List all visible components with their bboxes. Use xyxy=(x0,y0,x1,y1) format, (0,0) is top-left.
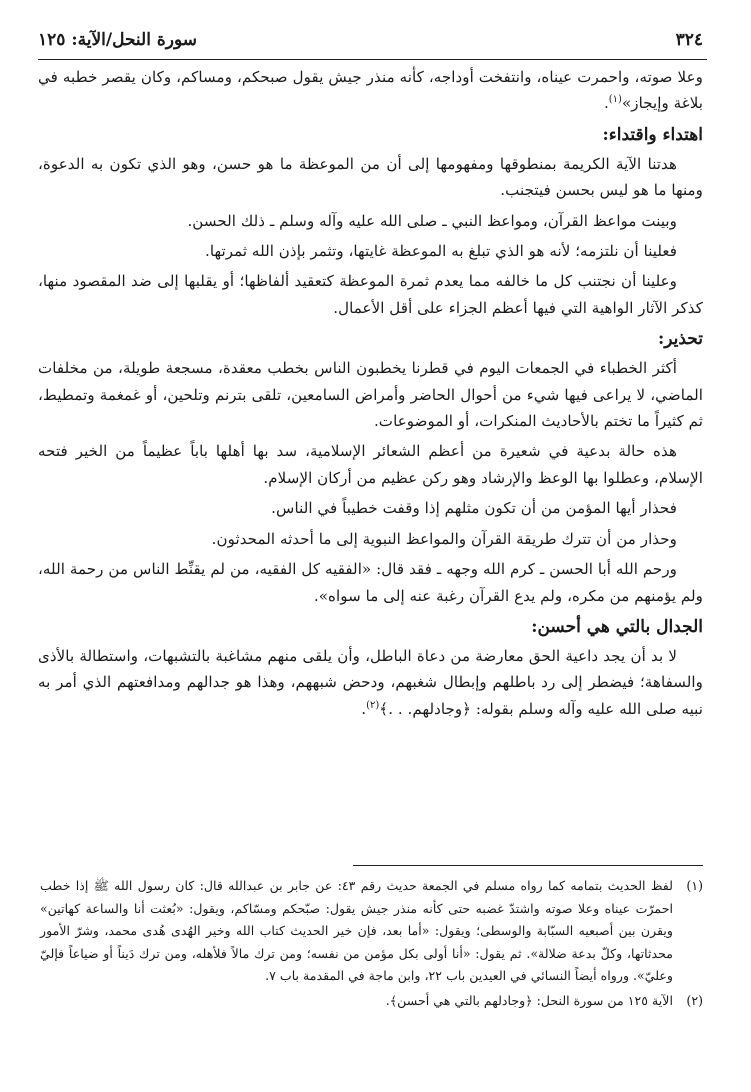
header-rule xyxy=(38,59,707,60)
section-heading-debate: الجدال بالتي هي أحسن: xyxy=(531,616,703,637)
paragraph: وبينت مواعظ القرآن، ومواعظ النبي ـ صلى الله عليه وآله وسلم ـ ذلك الحسن. xyxy=(187,211,677,230)
paragraph: هذه حالة بدعية في شعيرة من أعظم الشعائر الإسلامية، سد بها أهلها باباً عظيماً من الخير فتحه الإسلام، وعطلوا بها الوعظ والإرشاد وهو ركن عظيم من أركان الإسلام. xyxy=(38,442,703,487)
paragraph-text: لا بد أن يجد داعية الحق معارضة من دعاة الباطل، وأن يلقى منهم مشاغبة بالتشبهات، واستطالة بالأذى والسفاهة؛ فيضطر إلى رد باطلهم وإبطال شغبهم، ودحض شبههم، وهذا هو جدالهم ومدافعتهم الذي أمر به نبيه صلى الله عليه وآله وسلم بقوله: ﴿وجادلهم. . .﴾ xyxy=(38,646,703,718)
main-text xyxy=(38,64,703,726)
paragraph-text: وعلا صوته، واحمرت عيناه، وانتفخت أوداجه، كأنه منذر جيش يقول صبحكم، ومساكم، وكان يقصر خطبه في بلاغة وإيجاز» xyxy=(38,68,703,113)
footnote-number: (٢) xyxy=(686,992,703,1008)
paragraph xyxy=(38,64,703,117)
footnote-text: الآية ١٢٥ من سورة النحل: ﴿وجادلهم بالتي هي أحسن﴾. xyxy=(385,992,673,1008)
running-title: سورة النحل/الآية: ١٢٥ xyxy=(38,30,198,50)
paragraph: فحذار أيها المؤمن من أن تكون مثلهم إذا وقفت خطيباً في الناس. xyxy=(271,499,677,518)
footnote xyxy=(40,875,703,988)
paragraph: فعلينا أن نلتزمه؛ لأنه هو الذي تبلغ به الموعظة غايتها، وتثمر بإذن الله ثمرتها. xyxy=(205,242,677,261)
paragraph xyxy=(38,643,703,722)
footnote-number: (١) xyxy=(686,878,703,893)
section-heading-guidance: اهتداء واقتداء: xyxy=(602,124,703,145)
footnote-ref[interactable]: (١) xyxy=(608,94,622,106)
footnote-rule xyxy=(353,865,703,866)
footnote-ref[interactable]: (٢) xyxy=(366,699,380,711)
paragraph-end: . xyxy=(361,699,367,718)
paragraph: وحذار من أن تترك طريقة القرآن والمواعظ النبوية إلى ما أحدثه المحدثون. xyxy=(211,529,677,548)
running-head xyxy=(38,26,703,54)
footnote-text: لفظ الحديث بتمامه كما رواه مسلم في الجمعة حديث رقم ٤٣: عن جابر بن عبدالله قال: كان رسول الله ﷺ إذا خطب احمرّت عيناه وعلا صوته واشتدّ غضبه حتى كأنه منذر جيش يقول: صبّحكم ومسّاكم، ويقول: «بُعثت أنا والساعة كهاتين» ويقرن بين أصبعيه السبّابة والوسطى؛ ويقول: «أما بعد، فإن خير الحديث كتاب الله وخير الهُدى هُدى محمد، وشرّ الأمور محدثاتها، وكلّ بدعة ضلالة». ثم يقول: «أنا أولى بكل مؤمن من نفسه؛ ومن ترك مالاً فلأهله، ومن ترك دَيناً أو ضياعاً فإليّ وعليّ». ورواه أيضاً النسائي في العيدين باب ٢٢، وابن ماجة في المقدمة باب ٧. xyxy=(40,878,673,983)
section-heading-warning: تحذير: xyxy=(657,329,703,350)
paragraph: وعلينا أن نجتنب كل ما خالفه مما يعدم ثمرة الموعظة كتعقيد ألفاظها؛ أو يقلبها إلى ضد المقصود منها، كذكر الآثار الواهية التي فيها أعظم الجزاء على أقل الأعمال. xyxy=(38,272,703,317)
footnote xyxy=(40,990,703,1013)
paragraph: أكثر الخطباء في الجمعات اليوم في قطرنا يخطبون الناس بخطب معقدة، مسجعة طويلة، من مخلفات الماضي، لا يراعى فيها شيء من أحوال الحاضر وأمراض السامعين، تلقى بترنم وتلحين، أو غمغمة وتمطيط، ثم كثيراً ما تختم بالأحاديث المنكرات، أو الموضوعات. xyxy=(38,359,703,431)
paragraph: هدتنا الآية الكريمة بمنطوقها ومفهومها إلى أن من الموعظة ما هو حسن، وهو الذي تكون به الدعوة، ومنها ما هو ليس بحسن فيتجنب. xyxy=(38,154,703,200)
page-number: ٣٢٤ xyxy=(675,30,703,50)
footnotes xyxy=(40,875,703,1014)
paragraph: ورحم الله أبا الحسن ـ كرم الله وجهه ـ فقد قال: «الفقيه كل الفقيه، من لم يقنِّط الناس من رحمة الله، ولم يؤمنهم من مكره، ولم يدع القرآن رغبة عنه إلى ما سواه». xyxy=(38,560,703,605)
paragraph-end: . xyxy=(603,94,609,113)
